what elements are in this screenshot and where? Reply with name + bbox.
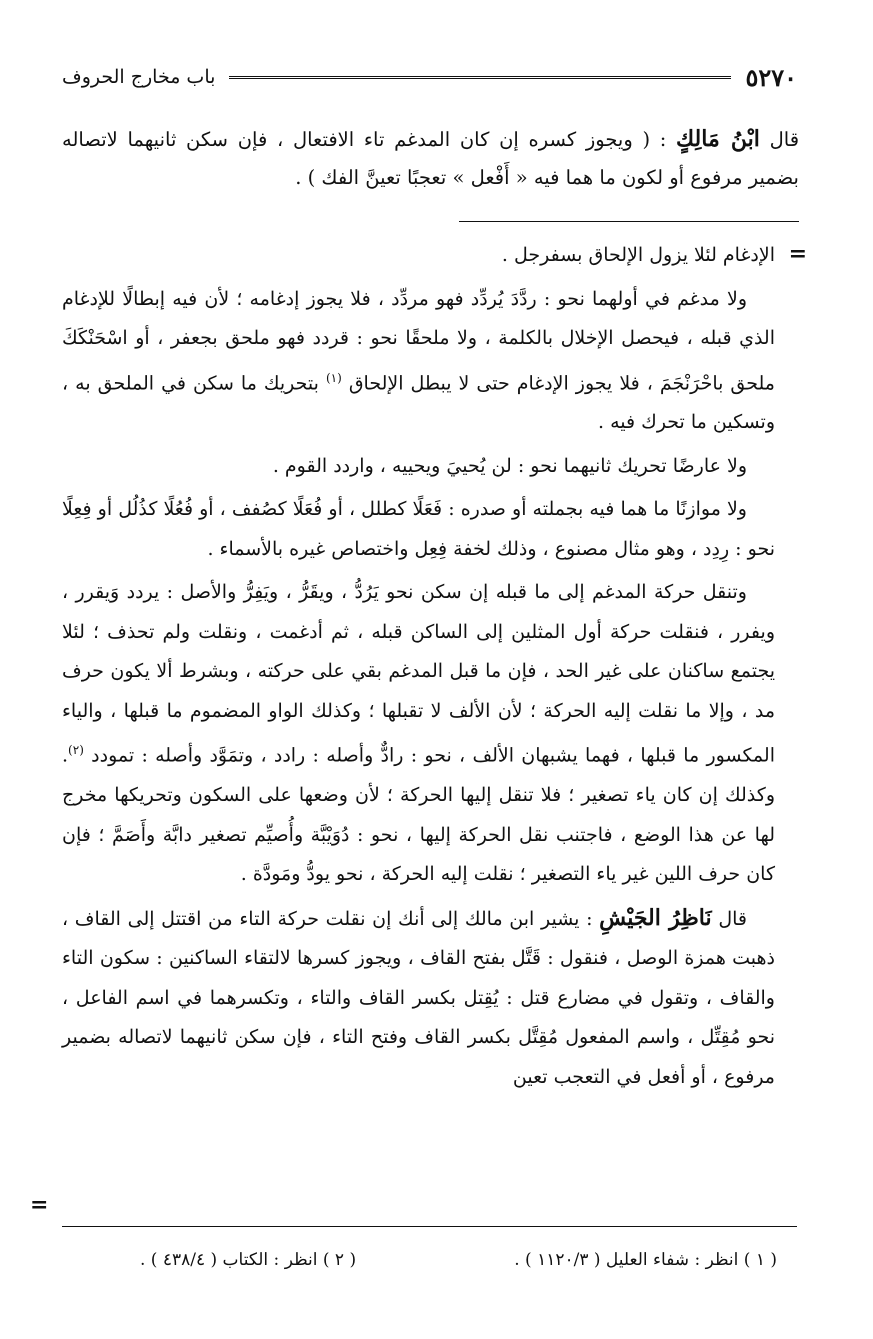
paragraph-5: وتنقل حركة المدغم إلى ما قبله إن سكن نحو يَرُدُّ ، ويقَرُّ ، ويَفِرُّ والأصل : يردد وَيقرر ، ويفرر ، فنقلت حركة أول المثلين إلى الساكن قبله ، ثم أدغمت ، ونقلت ولم تحذف ؛ لئلا يجتمع ساكنان على غير الحد ، فإن ما قبل المدغم بقي على حركته ، وبشرط ألا يكون حرف مد ، وإلا ما نقلت إليه الحركة ؛ لأن الألف لا تقبلها ؛ وكذلك الواو المضموم ما قبلها ، والياء المكسور ما قبلها ، فهما يشبهان الألف ، نحو : رادٌّ وأصله : رادد ، وتمَوَّد وأصله : تمودد $^{(٢)}$. وكذلك إن كان ياء تصغير ؛ فلا تنقل إليها الحركة ؛ لأن وضعها على السكون وتحريكها مخرج لها عن هذا الوضع ، فاجتنب نقل الحركة إليها ، نحو : دُوَيْبَّة وأُصيِّم تصغير دابَّة وأَصَمَّ ؛ فإن كان حرف اللين غير ياء التصغير ؛ نقلت إليه الحركة ، نحو يودُّ ومَودَّة .: [62, 581, 775, 886]
quote-speaker: ابْنُ مَالِكٍ: [676, 126, 760, 152]
running-title: باب مخارج الحروف: [62, 66, 216, 88]
footnote-ref-2: (٢): [68, 743, 84, 758]
quote-separator: [459, 221, 799, 222]
footnote-2: ( ٢ ) انظر : الكتاب ( ٤٣٨/٤ ) .: [140, 1250, 357, 1270]
paragraph-4: ولا موازنًا ما هما فيه بجملته أو صدره : فَعَلًا كطلل ، أو فُعَلًا كصُفف ، أو فُعُلًا كذُلُل أو فِعِلًا نحو : رِدِد ، وهو مثال مصنوع ، وذلك لخفة فِعِل واختصاص غيره بالأسماء .: [62, 498, 775, 560]
footnotes: [140, 1250, 777, 1270]
continuation-mark-top: =: [788, 241, 807, 267]
page-number: ٥٢٧٠: [745, 62, 797, 92]
paragraph-1: الإدغام لئلا يزول الإلحاق بسفرجل .: [501, 244, 775, 266]
paragraph-3: ولا عارضًا تحريك ثانيهما نحو : لن يُحييَ ويحييه ، واردد القوم .: [272, 454, 747, 477]
quote-body: : ( ويجوز كسره إن كان المدغم تاء الافتعال ، فإن سكن ثانيهما لاتصاله بضمير مرفوع أو لكون ما هما فيه « أَفْعل » تعجبًا تعينَّ الفك ) .: [62, 128, 799, 189]
page-header: [62, 62, 797, 92]
quoted-text: [62, 120, 799, 197]
commentary: [62, 236, 775, 1101]
quote-intro: قال: [769, 128, 800, 151]
continuation-mark-bottom: =: [30, 1192, 49, 1218]
header-rule: [229, 76, 731, 79]
footnote-separator: [62, 1226, 797, 1227]
commentary-speaker: نَاظِرُ الجَيْشِ: [599, 904, 712, 931]
paragraph-6: قال نَاظِرُ الجَيْشِ : يشير ابن مالك إلى أنك إن نقلت حركة التاء من اقتتل إلى القاف ، ذهبت همزة الوصل ، فنقول : قَتَّل بفتح القاف ، ويجوز كسرها لالتقاء الساكنين : سكون التاء والقاف ، وتقول في مضارع قتل : يُقِتل بكسر القاف والتاء ، وتكسرهما في اسم الفاعل ، نحو مُقِتِّل ، واسم المفعول مُقِتَّل بكسر القاف وفتح التاء ، فإن سكن ثانيهما لاتصاله بضمير مرفوع ، أو أفعل في التعجب تعين: [62, 904, 775, 1088]
footnote-1: ( ١ ) انظر : شفاء العليل ( ١١٢٠/٣ ) .: [514, 1250, 777, 1270]
paragraph-2: ولا مدغم في أولهما نحو : ردَّدَ يُردِّد فهو مردِّد ، فلا يجوز إدغامه ؛ لأن فيه إبطالًا للإدغام الذي قبله ، فيحصل الإخلال بالكلمة ، ولا ملحقًا نحو : قردد فهو ملحق بجعفر ، أو اسْحَنْكَكَ ملحق باحْرَنْجَمَ ، فلا يجوز الإدغام حتى لا يبطل الإلحاق $^{(١)}$ بتحريك ما سكن في الملحق به ، وتسكين ما تحرك فيه .: [62, 287, 775, 434]
footnote-ref-1: (١): [325, 370, 342, 385]
